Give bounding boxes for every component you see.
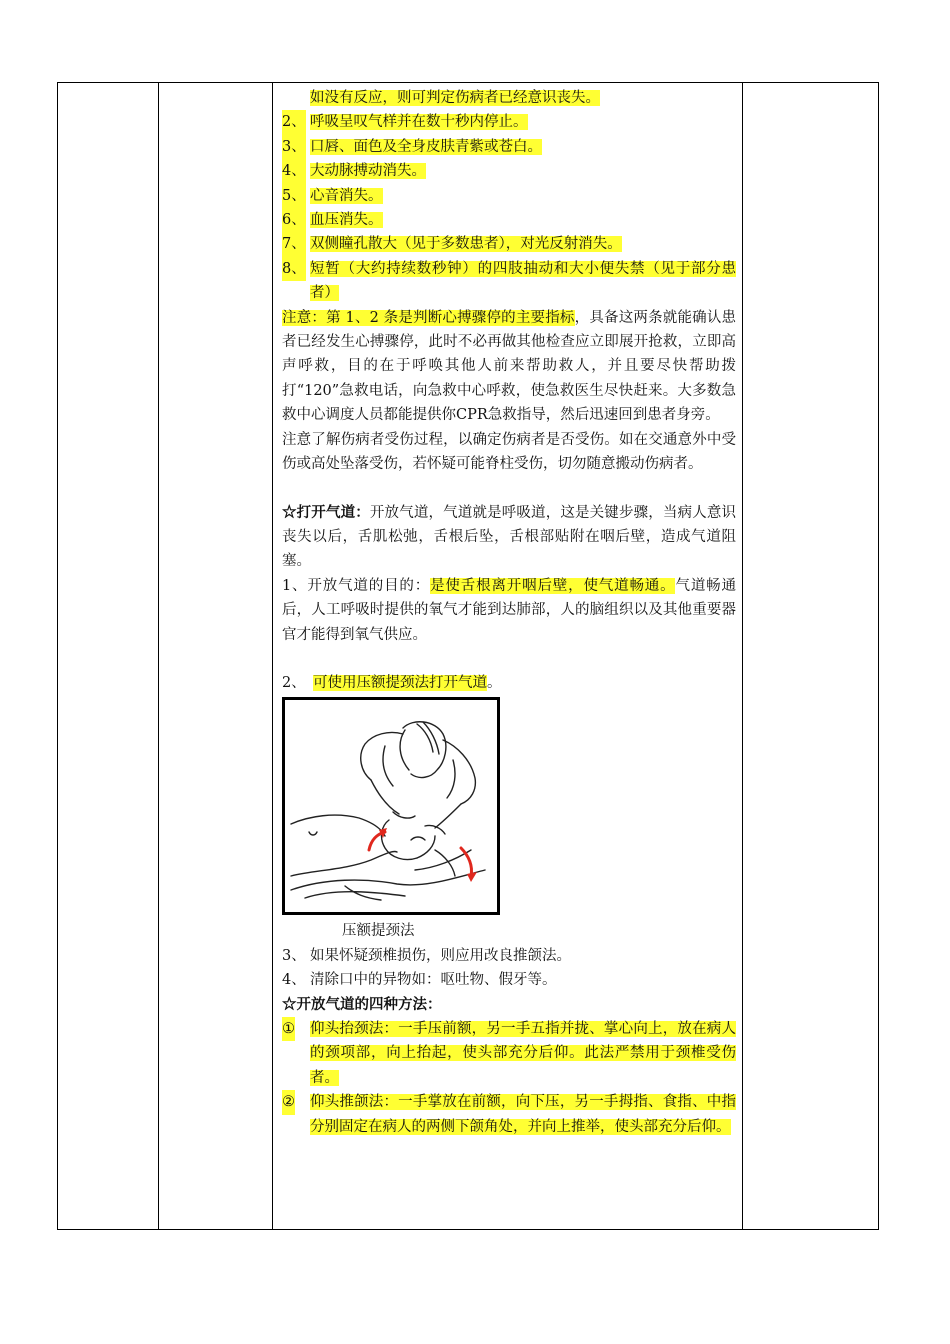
sign-item-3: 3、 口唇、面色及全身皮肤青紫或苍白。 bbox=[282, 135, 736, 159]
airway-paragraph: ☆打开气道：开放气道，气道就是呼吸道，这是关键步骤，当病人意识丧失以后，舌肌松弛，舌根后坠，舌根部贴附在咽后壁，造成气道阻塞。 bbox=[282, 503, 737, 570]
spacer bbox=[282, 647, 736, 671]
spacer bbox=[282, 477, 736, 501]
step-3: 3、 如果怀疑颈椎损伤，则应用改良推颌法。 bbox=[282, 947, 571, 964]
note-injury-check: 注意了解伤病者受伤过程，以确定伤病者是否受伤。如在交通意外中受伤或高处坠落受伤，若怀疑可能脊柱受伤，切勿随意搬动伤病者。 bbox=[282, 431, 736, 473]
method-1: ① 仰头抬颈法：一手压前额，另一手五指并拢、掌心向上，放在病人的颈项部，向上抬起，使头部充分后仰。此法严禁用于颈椎受伤者。 bbox=[282, 1017, 736, 1090]
methods-title: ☆开放气道的四种方法： bbox=[282, 995, 442, 1013]
method-2: ② 仰头推颌法：一手掌放在前额，向下压，另一手拇指、食指、中指分别固定在病人的两侧下颌角处，并向上推举，使头部充分后仰。 bbox=[282, 1090, 736, 1139]
column-divider bbox=[158, 83, 159, 1229]
airway-purpose: 1、开放气道的目的：是使舌根离开咽后壁，使气道畅通。气道畅通后，人工呼吸时提供的氧气才能到达肺部，人的脑组织以及其他重要器官才能得到氧气供应。 bbox=[282, 577, 736, 643]
sign-item-8: 8、 短暂（大约持续数秒钟）的四肢抽动和大小便失禁（见于部分患者） bbox=[282, 257, 736, 306]
sign-line-1: 如没有反应，则可判定伤病者已经意识丧失。 bbox=[310, 90, 600, 106]
column-divider bbox=[272, 83, 273, 1229]
step-4: 4、 清除口中的异物如：呕吐物、假牙等。 bbox=[282, 972, 557, 989]
column-divider bbox=[742, 83, 743, 1229]
sign-item-7: 7、 双侧瞳孔散大（见于多数患者），对光反射消失。 bbox=[282, 232, 736, 256]
step-2: 2、 可使用压额提颈法打开气道。 bbox=[282, 674, 502, 691]
sign-item-6: 6、 血压消失。 bbox=[282, 208, 736, 232]
head-tilt-chin-lift-figure bbox=[282, 697, 500, 915]
sign-item-4: 4、 大动脉搏动消失。 bbox=[282, 159, 736, 183]
figure-caption: 压额提颈法 bbox=[342, 923, 415, 940]
content-cell bbox=[282, 86, 736, 1139]
note-main-indicators: 注意：第 1、2 条是判断心搏骤停的主要指标，具备这两条就能确认患者已经发生心搏骤停，此时不必再做其他检查应立即展开抢救，立即高声呼救，目的在于呼唤其他人前来帮助救人，并且要尽快帮助拨打“120”急救电话，向急救中心呼救，使急救医生尽快赶来。大多数急救中心调度人员都能提供你CPR急救指导，然后迅速回到患者身旁。 bbox=[282, 309, 737, 424]
sign-item-5: 5、 心音消失。 bbox=[282, 184, 736, 208]
rescuer-illustration bbox=[285, 700, 497, 912]
sign-item-2: 2、 呼吸呈叹气样并在数十秒内停止。 bbox=[282, 110, 736, 134]
